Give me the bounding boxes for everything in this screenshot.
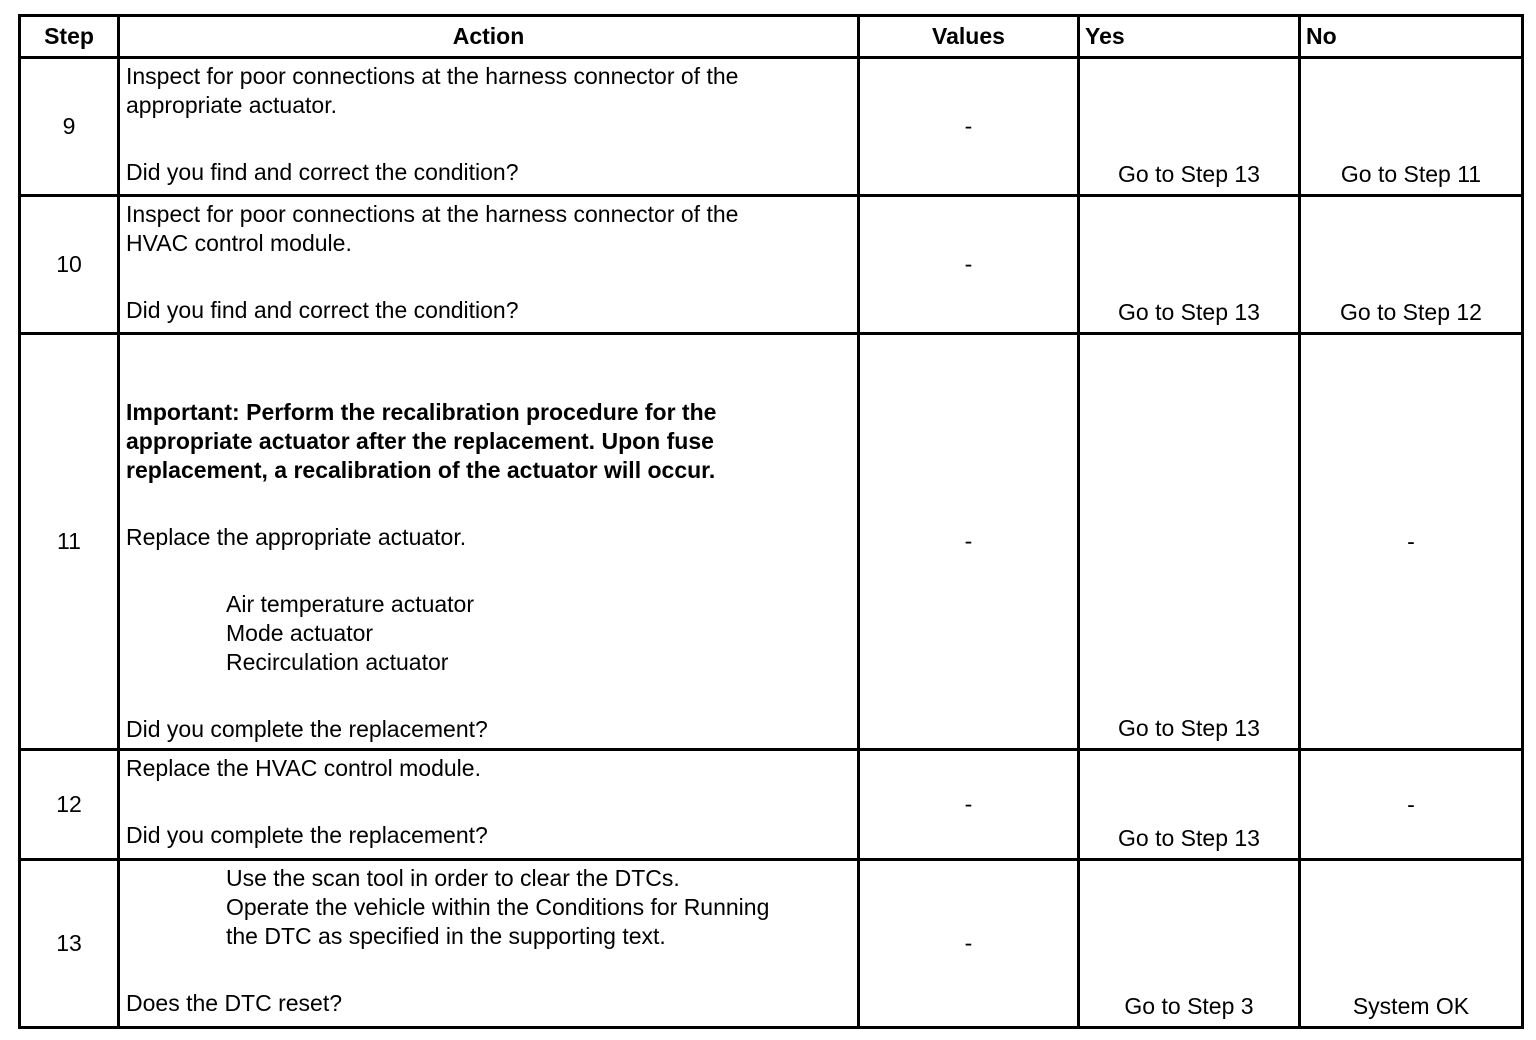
action-cell — [119, 750, 859, 860]
yes-cell — [1079, 334, 1300, 750]
list-item: the DTC as specified in the supporting text. — [226, 923, 666, 949]
list-item: Mode actuator — [226, 620, 374, 646]
no-result: - — [1407, 528, 1415, 554]
instruction-text: Replace the appropriate actuator. — [126, 524, 467, 550]
action-text: appropriate actuator. — [126, 92, 337, 118]
yes-cell — [1079, 860, 1300, 1028]
no-result: System OK — [1352, 993, 1470, 1019]
list-item: Use the scan tool in order to clear the DTCs. — [226, 865, 680, 891]
header-values: Values — [859, 16, 1079, 58]
action-text: HVAC control module. — [126, 230, 352, 256]
no-result: - — [1407, 791, 1415, 817]
diagnostic-table — [18, 14, 1524, 1029]
list-item: Operate the vehicle within the Conditions for Running — [226, 894, 770, 920]
instruction-text: Replace the HVAC control module. — [126, 755, 481, 781]
yes-cell — [1079, 58, 1300, 196]
yes-cell — [1079, 196, 1300, 334]
no-cell — [1300, 196, 1523, 334]
step-number: 9 — [20, 58, 119, 196]
table-row — [20, 750, 1523, 860]
yes-result: Go to Step 3 — [1124, 993, 1254, 1019]
no-cell — [1300, 860, 1523, 1028]
question-text: Did you complete the replacement? — [126, 822, 488, 848]
step-number: 10 — [20, 196, 119, 334]
header-row — [20, 16, 1523, 58]
list-item: Recirculation actuator — [226, 649, 449, 675]
table-row — [20, 58, 1523, 196]
values-cell: - — [859, 750, 1079, 860]
table-row — [20, 196, 1523, 334]
yes-cell — [1079, 750, 1300, 860]
question-text: Does the DTC reset? — [126, 990, 343, 1016]
action-cell — [119, 860, 859, 1028]
values-cell: - — [859, 58, 1079, 196]
step-number: 11 — [20, 334, 119, 750]
list-item: Air temperature actuator — [226, 591, 475, 617]
header-no: No — [1300, 16, 1523, 58]
no-cell — [1300, 334, 1523, 750]
yes-result: Go to Step 13 — [1118, 161, 1260, 187]
table-row — [20, 334, 1523, 750]
question-text: Did you complete the replacement? — [126, 716, 488, 742]
yes-result: Go to Step 13 — [1118, 715, 1260, 741]
no-cell — [1300, 58, 1523, 196]
values-cell: - — [859, 334, 1079, 750]
important-note: appropriate actuator after the replacement. Upon fuse — [126, 428, 714, 454]
header-step: Step — [20, 16, 119, 58]
yes-result: Go to Step 13 — [1118, 299, 1260, 325]
step-number: 12 — [20, 750, 119, 860]
action-cell — [119, 58, 859, 196]
important-note: Important: Perform the recalibration procedure for the — [126, 399, 717, 425]
action-cell — [119, 334, 859, 750]
header-action: Action — [119, 16, 859, 58]
action-text: Inspect for poor connections at the harness connector of the — [126, 63, 739, 89]
table-row — [20, 860, 1523, 1028]
question-text: Did you find and correct the condition? — [126, 297, 519, 323]
important-note: replacement, a recalibration of the actuator will occur. — [126, 457, 716, 483]
question-text: Did you find and correct the condition? — [126, 159, 519, 185]
action-text: Inspect for poor connections at the harness connector of the — [126, 201, 739, 227]
no-result: Go to Step 12 — [1340, 299, 1482, 325]
no-result: Go to Step 11 — [1340, 161, 1482, 187]
yes-result: Go to Step 13 — [1118, 825, 1260, 851]
values-cell: - — [859, 196, 1079, 334]
header-yes: Yes — [1079, 16, 1300, 58]
values-cell: - — [859, 860, 1079, 1028]
step-number: 13 — [20, 860, 119, 1028]
action-cell — [119, 196, 859, 334]
no-cell — [1300, 750, 1523, 860]
